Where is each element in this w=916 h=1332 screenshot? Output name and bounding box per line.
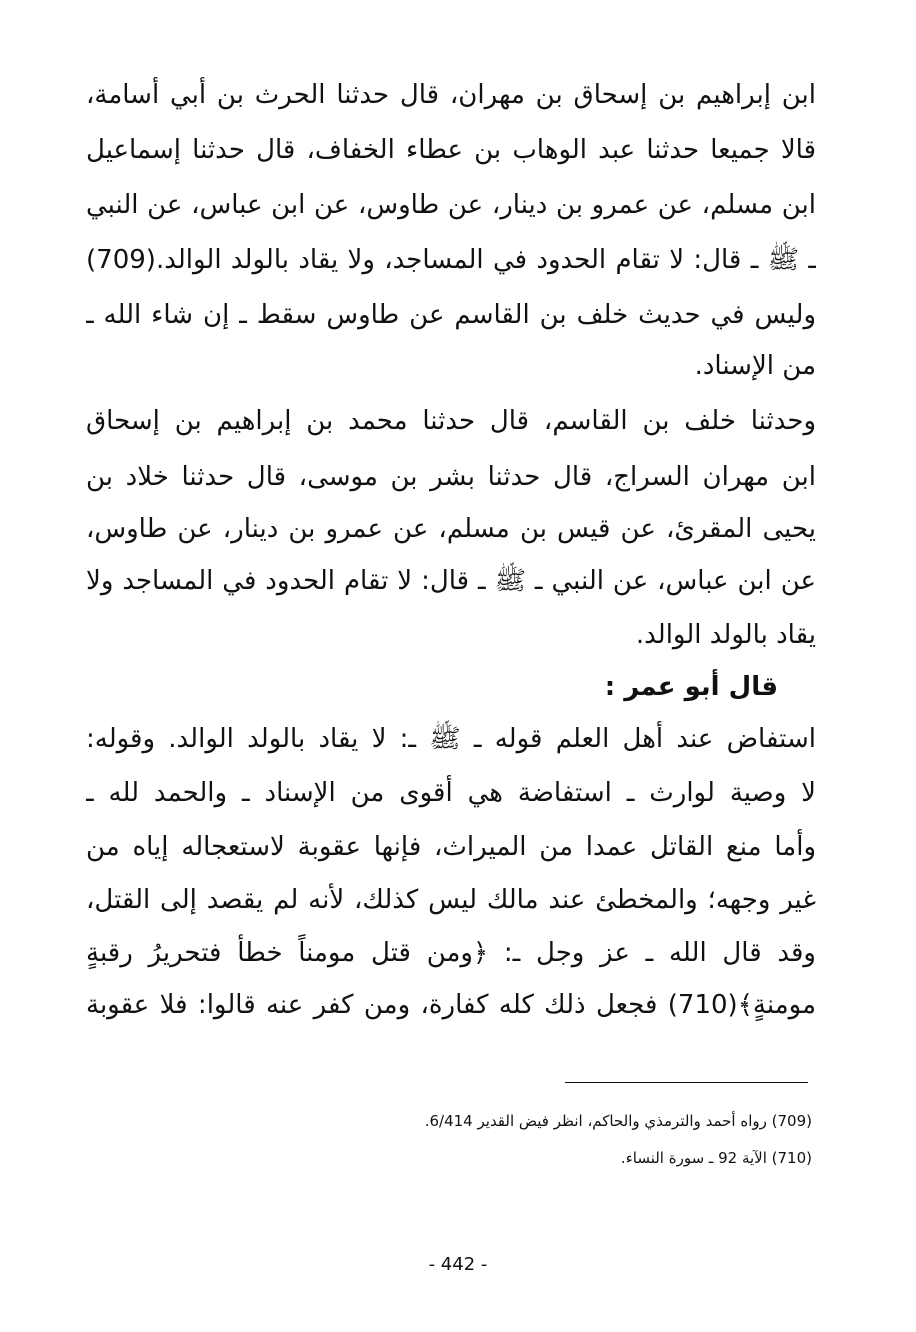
text-line-11: يقاد بالولد الوالد. <box>635 620 816 650</box>
text-line-8: ابن مهران السراج، قال حدثنا بشر بن موسى، قال حدثنا خلاد بن <box>86 462 816 492</box>
footnote-709: (709) رواه أحمد والترمذي والحاكم، انظر فيض القدير 6/414. <box>424 1112 812 1130</box>
text-line-7: وحدثنا خلف بن القاسم، قال حدثنا محمد بن إبراهيم بن إسحاق <box>86 406 816 436</box>
text-line-3: ابن مسلم، عن عمرو بن دينار، عن طاوس، عن ابن عباس، عن النبي <box>86 190 816 220</box>
section-heading: قال أبو عمر : <box>604 672 778 702</box>
text-line-4: ـ ﷺ ـ قال: لا تقام الحدود في المساجد، ولا يقاد بالولد الوالد.(709) <box>86 245 816 275</box>
text-line-18: مومنةٍ﴾(710) فجعل ذلك كله كفارة، ومن كفر عنه قالوا: فلا عقوبة <box>86 990 816 1020</box>
text-line-2: قالا جميعا حدثنا عبد الوهاب بن عطاء الخفاف، قال حدثنا إسماعيل <box>86 135 816 165</box>
text-line-10: عن ابن عباس، عن النبي ـ ﷺ ـ قال: لا تقام الحدود في المساجد ولا <box>86 566 816 596</box>
text-line-13: استفاض عند أهل العلم قوله ـ ﷺ ـ: لا يقاد بالولد الوالد. وقوله: <box>86 724 816 754</box>
text-line-15: وأما منع القاتل عمدا من الميراث، فإنها عقوبة لاستعجاله إياه من <box>86 832 816 862</box>
text-line-16: غير وجهه؛ والمخطئ عند مالك ليس كذلك، لأنه لم يقصد إلى القتل، <box>86 885 816 915</box>
page-number: - 442 - <box>428 1254 488 1275</box>
text-line-9: يحيى المقرئ، عن قيس بن مسلم، عن عمرو بن دينار، عن طاوس، <box>86 514 816 544</box>
text-line-14: لا وصية لوارث ـ استفاضة هي أقوى من الإسناد ـ والحمد لله ـ <box>86 778 816 808</box>
footnote-separator <box>565 1082 808 1083</box>
text-line-5: وليس في حديث خلف بن القاسم عن طاوس سقط ـ إن شاء الله ـ <box>86 300 816 330</box>
text-line-1: ابن إبراهيم بن إسحاق بن مهران، قال حدثنا الحرث بن أبي أسامة، <box>86 80 816 110</box>
footnote-710: (710) الآية 92 ـ سورة النساء. <box>620 1149 812 1167</box>
text-line-6: من الإسناد. <box>694 351 816 381</box>
text-line-17: وقد قال الله ـ عز وجل ـ: ﴿ومن قتل مومناً خطأً فتحريرُ رقبةٍ <box>86 938 816 968</box>
